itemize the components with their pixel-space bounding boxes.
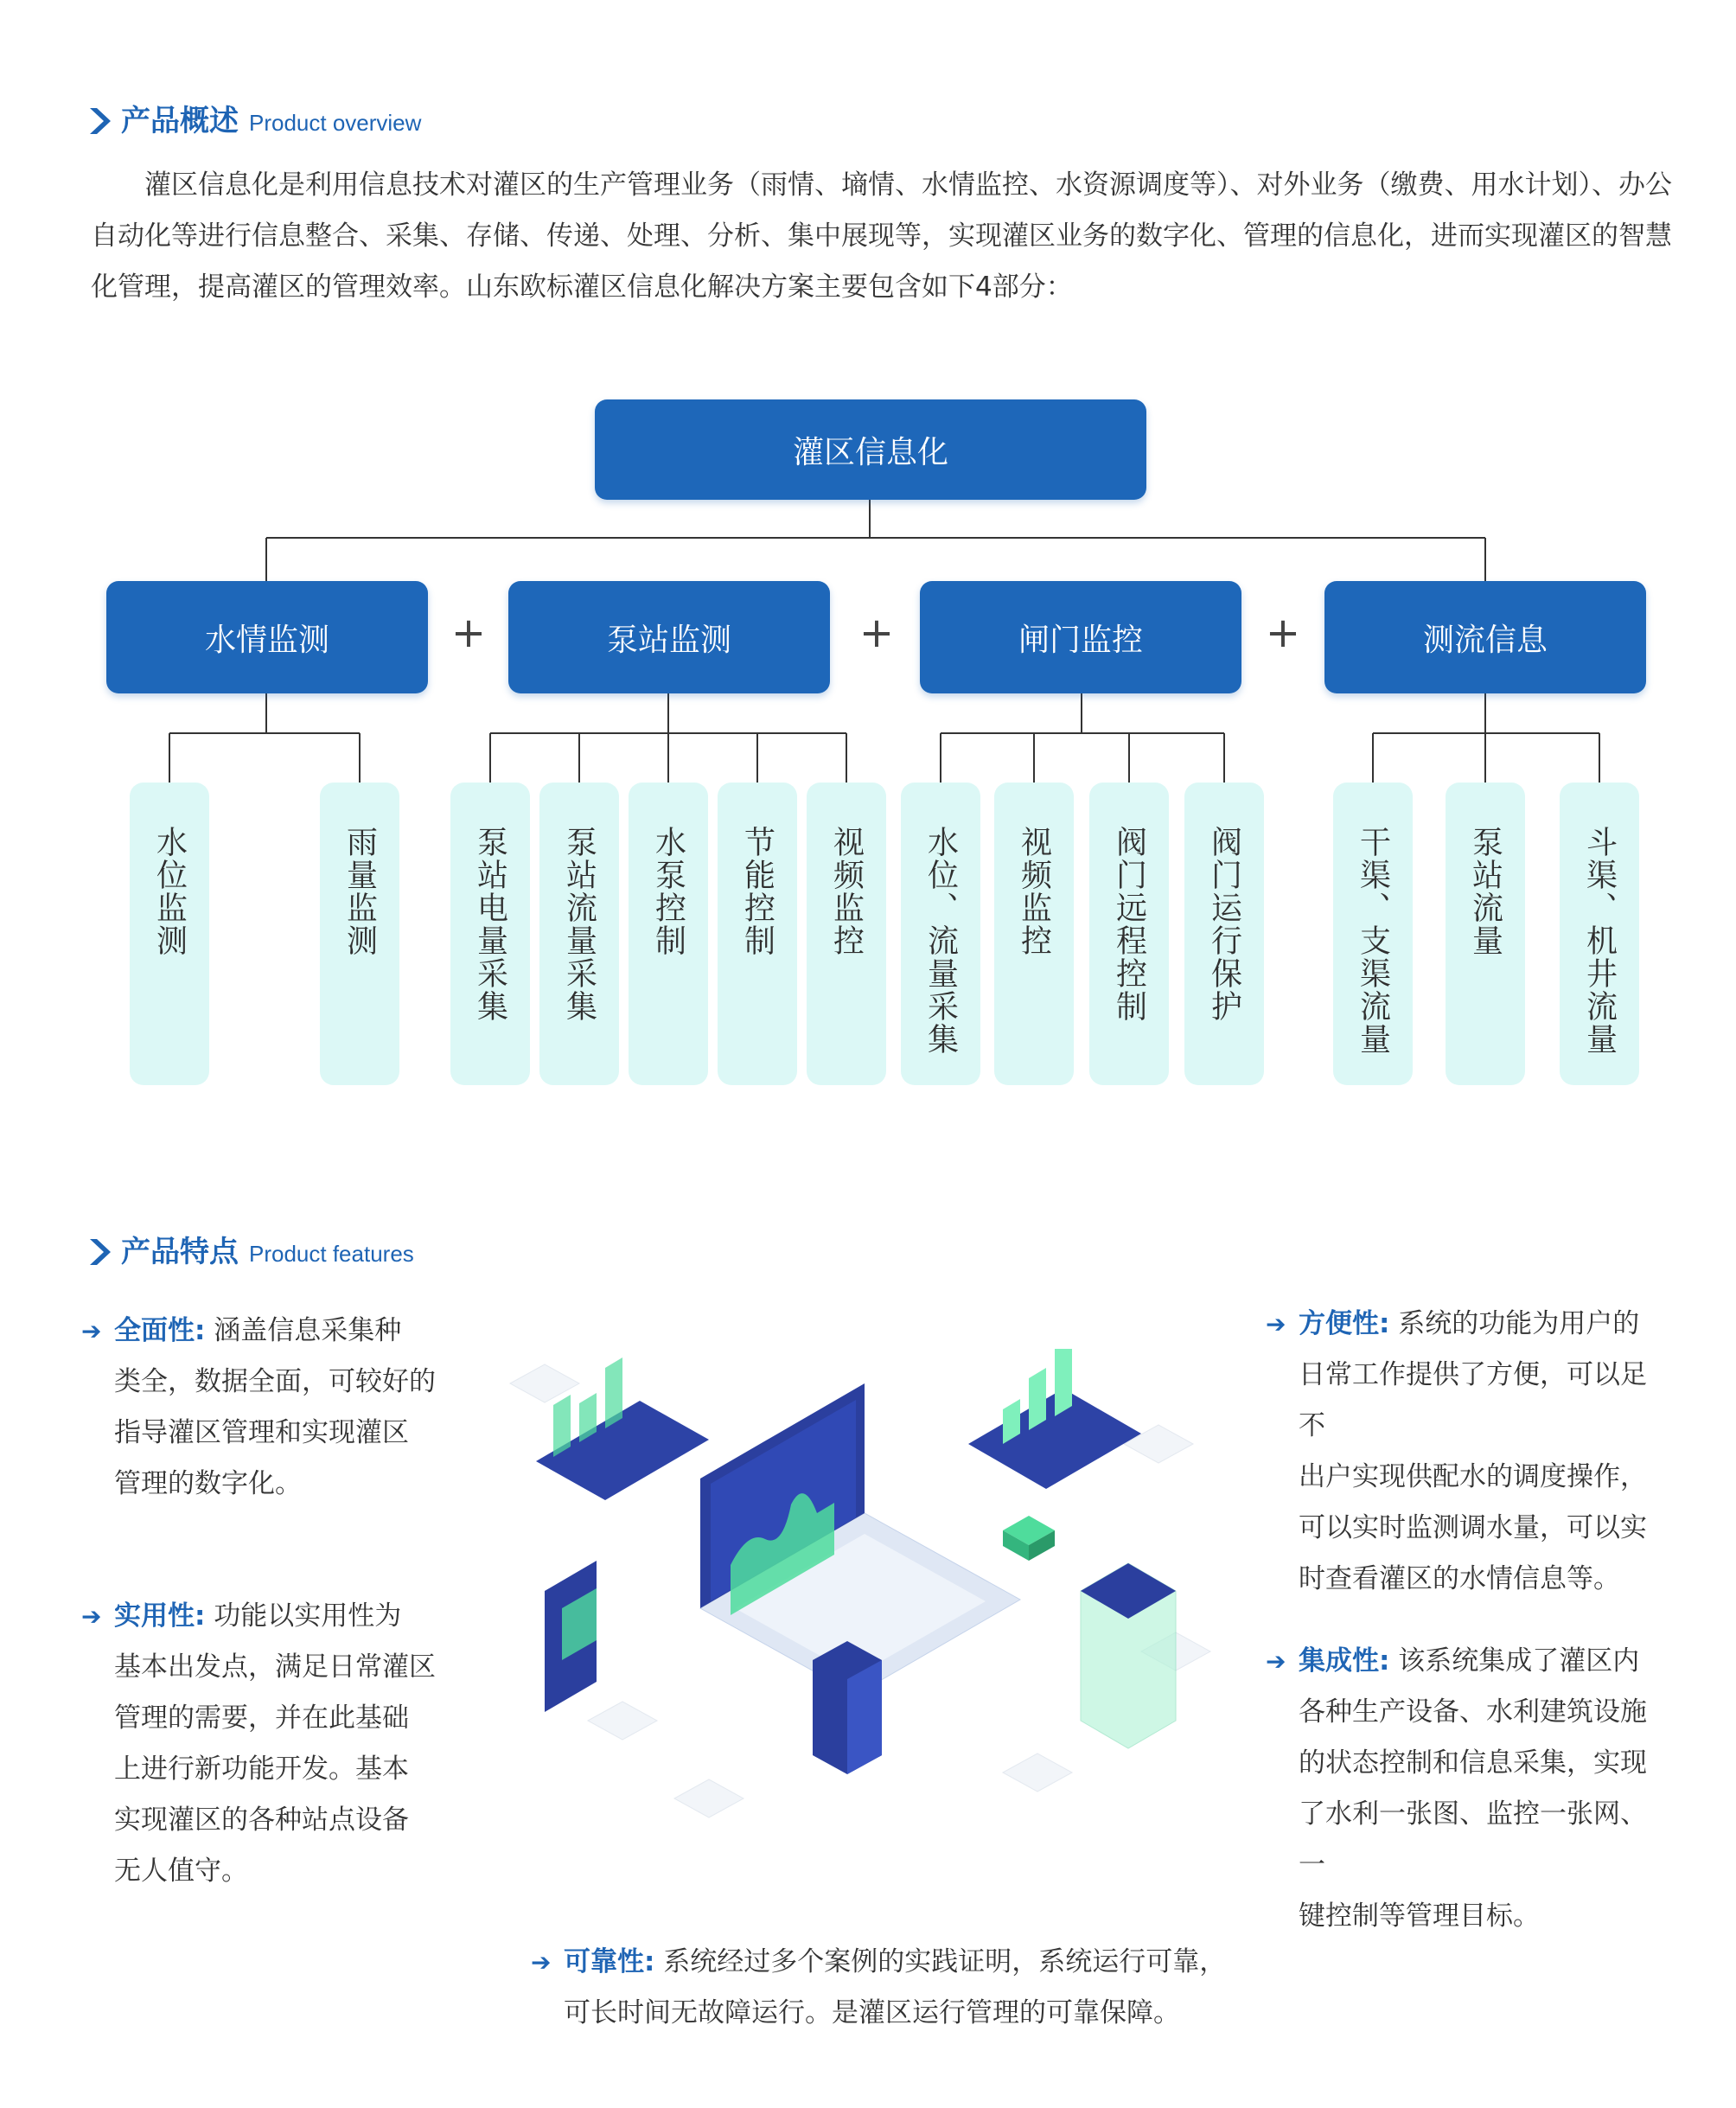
feature-line: 系统经过多个案例的实践证明，系统运行可靠， (663, 1946, 1227, 1977)
overview-title: 产品概述 (121, 104, 239, 138)
category-node (508, 581, 830, 693)
leaf-label: 节能控制 (739, 826, 775, 957)
feature-reliable (531, 1937, 1255, 2039)
overview-line: 自动化等进行信息整合、采集、存储、传递、处理、分析、集中展现等，实现灌区业务的数字化、管理的信息化，进而实现灌区的智慧 (91, 220, 1672, 252)
overview-line: 化管理，提高灌区的管理效率。山东欧标灌区信息化解决方案主要包含如下4部分： (91, 271, 1073, 303)
leaf-label: 泵站流量 (1467, 826, 1503, 957)
feature-line: 时查看灌区的水情信息等。 (1299, 1563, 1620, 1594)
category-label: 泵站监测 (606, 622, 731, 658)
feature-line: 键控制等管理目标。 (1299, 1900, 1540, 1932)
arrow-right-icon: ➔ (531, 1948, 552, 1977)
leaf-label: 干渠、支渠流量 (1355, 826, 1391, 1056)
features-title-en: Product features (249, 1241, 414, 1267)
feature-line: 系统的功能为用户的 (1398, 1308, 1640, 1339)
leaf-node (1560, 783, 1639, 1085)
category-label: 测流信息 (1422, 622, 1548, 658)
feature-line: 出户实现供配水的调度操作， (1299, 1461, 1647, 1492)
isometric-illustration (484, 1349, 1245, 1833)
feature-line: 可以实时监测调水量，可以实 (1299, 1512, 1647, 1543)
category-node (1324, 581, 1646, 693)
leaf-label: 泵站流量采集 (561, 826, 597, 1023)
feature-line: 各种生产设备、水利建筑设施 (1299, 1696, 1647, 1728)
feature-line: 实现灌区的各种站点设备 (114, 1805, 409, 1836)
leaf-label: 视频监控 (828, 826, 865, 957)
feature-line: 类全，数据全面，可较好的 (114, 1366, 436, 1397)
leaf-node (718, 783, 797, 1085)
arrow-right-icon: ➔ (81, 1317, 102, 1345)
chip-icon (1003, 1516, 1055, 1561)
leaf-node (539, 783, 619, 1085)
leaf-node (320, 783, 399, 1085)
feature-integration (1266, 1636, 1670, 1942)
leaf-node (450, 783, 530, 1085)
feature-line: 涵盖信息采集种 (214, 1315, 402, 1346)
feature-line: 管理的数字化。 (114, 1468, 302, 1499)
feature-title: 可靠性: (564, 1946, 655, 1977)
leaf-label: 水泵控制 (650, 826, 686, 957)
feature-line: 管理的需要，并在此基础 (114, 1702, 409, 1734)
leaf-node (1089, 783, 1169, 1085)
features-header (86, 1228, 414, 1270)
glass-cube-icon (1081, 1563, 1176, 1748)
plus-sign: + (450, 609, 487, 657)
leaf-node (1184, 783, 1264, 1085)
feature-line: 可长时间无故障运行。是灌区运行管理的可靠保障。 (564, 1997, 1180, 2028)
category-node (106, 581, 428, 693)
leaf-label: 斗渠、机井流量 (1581, 826, 1618, 1056)
feature-convenient (1266, 1299, 1670, 1605)
feature-line: 无人值守。 (114, 1856, 248, 1887)
leaf-node (901, 783, 980, 1085)
feature-title: 全面性: (114, 1315, 206, 1346)
feature-practical (81, 1591, 443, 1897)
leaf-label: 水位、流量采集 (922, 826, 959, 1056)
server-icon (813, 1641, 882, 1774)
overview-line: 灌区信息化是利用信息技术对灌区的生产管理业务（雨情、墒情、水情监控、水资源调度等）、对外业务（缴费、用水计划）、办公 (91, 169, 1672, 201)
phone-icon (545, 1561, 597, 1712)
laptop-icon (700, 1383, 1020, 1695)
leaf-label: 阀门远程控制 (1111, 826, 1147, 1023)
feature-title: 实用性: (114, 1600, 206, 1632)
plus-sign: + (1265, 609, 1301, 657)
leaf-node (807, 783, 886, 1085)
category-node (920, 581, 1241, 693)
arrow-right-icon: ➔ (1266, 1647, 1286, 1676)
feature-line: 功能以实用性为 (214, 1600, 402, 1632)
overview-title-en: Product overview (249, 110, 422, 136)
category-label: 闸门监控 (1018, 622, 1143, 658)
feature-comprehensive (81, 1306, 443, 1510)
arrow-right-icon: ➔ (81, 1602, 102, 1631)
category-label: 水情监测 (204, 622, 329, 658)
leaf-label: 泵站电量采集 (472, 826, 508, 1023)
feature-line: 了水利一张图、监控一张网、一 (1299, 1798, 1647, 1881)
feature-line: 该系统集成了灌区内 (1398, 1645, 1640, 1677)
root-node (595, 399, 1146, 500)
leaf-label: 阀门运行保护 (1206, 826, 1242, 1023)
plus-sign: + (858, 609, 895, 657)
feature-title: 集成性: (1299, 1645, 1390, 1677)
leaf-node (130, 783, 209, 1085)
feature-line: 基本出发点，满足日常灌区 (114, 1651, 436, 1683)
leaf-node (629, 783, 708, 1085)
leaf-label: 视频监控 (1016, 826, 1052, 957)
chevron-right-icon (86, 1237, 112, 1267)
leaf-label: 水位监测 (151, 826, 188, 957)
feature-line: 上进行新功能开发。基本 (114, 1753, 409, 1785)
feature-title: 方便性: (1299, 1308, 1390, 1339)
leaf-node (1446, 783, 1525, 1085)
bar-chart-icon (968, 1349, 1141, 1489)
leaf-node (1333, 783, 1413, 1085)
feature-line: 的状态控制和信息采集，实现 (1299, 1747, 1647, 1779)
leaf-label: 雨量监测 (341, 826, 378, 957)
feature-line: 指导灌区管理和实现灌区 (114, 1417, 409, 1448)
leaf-node (994, 783, 1074, 1085)
features-title: 产品特点 (121, 1235, 239, 1269)
arrow-right-icon: ➔ (1266, 1310, 1286, 1338)
feature-line: 日常工作提供了方便，可以足不 (1299, 1359, 1647, 1441)
root-label: 灌区信息化 (792, 434, 948, 470)
